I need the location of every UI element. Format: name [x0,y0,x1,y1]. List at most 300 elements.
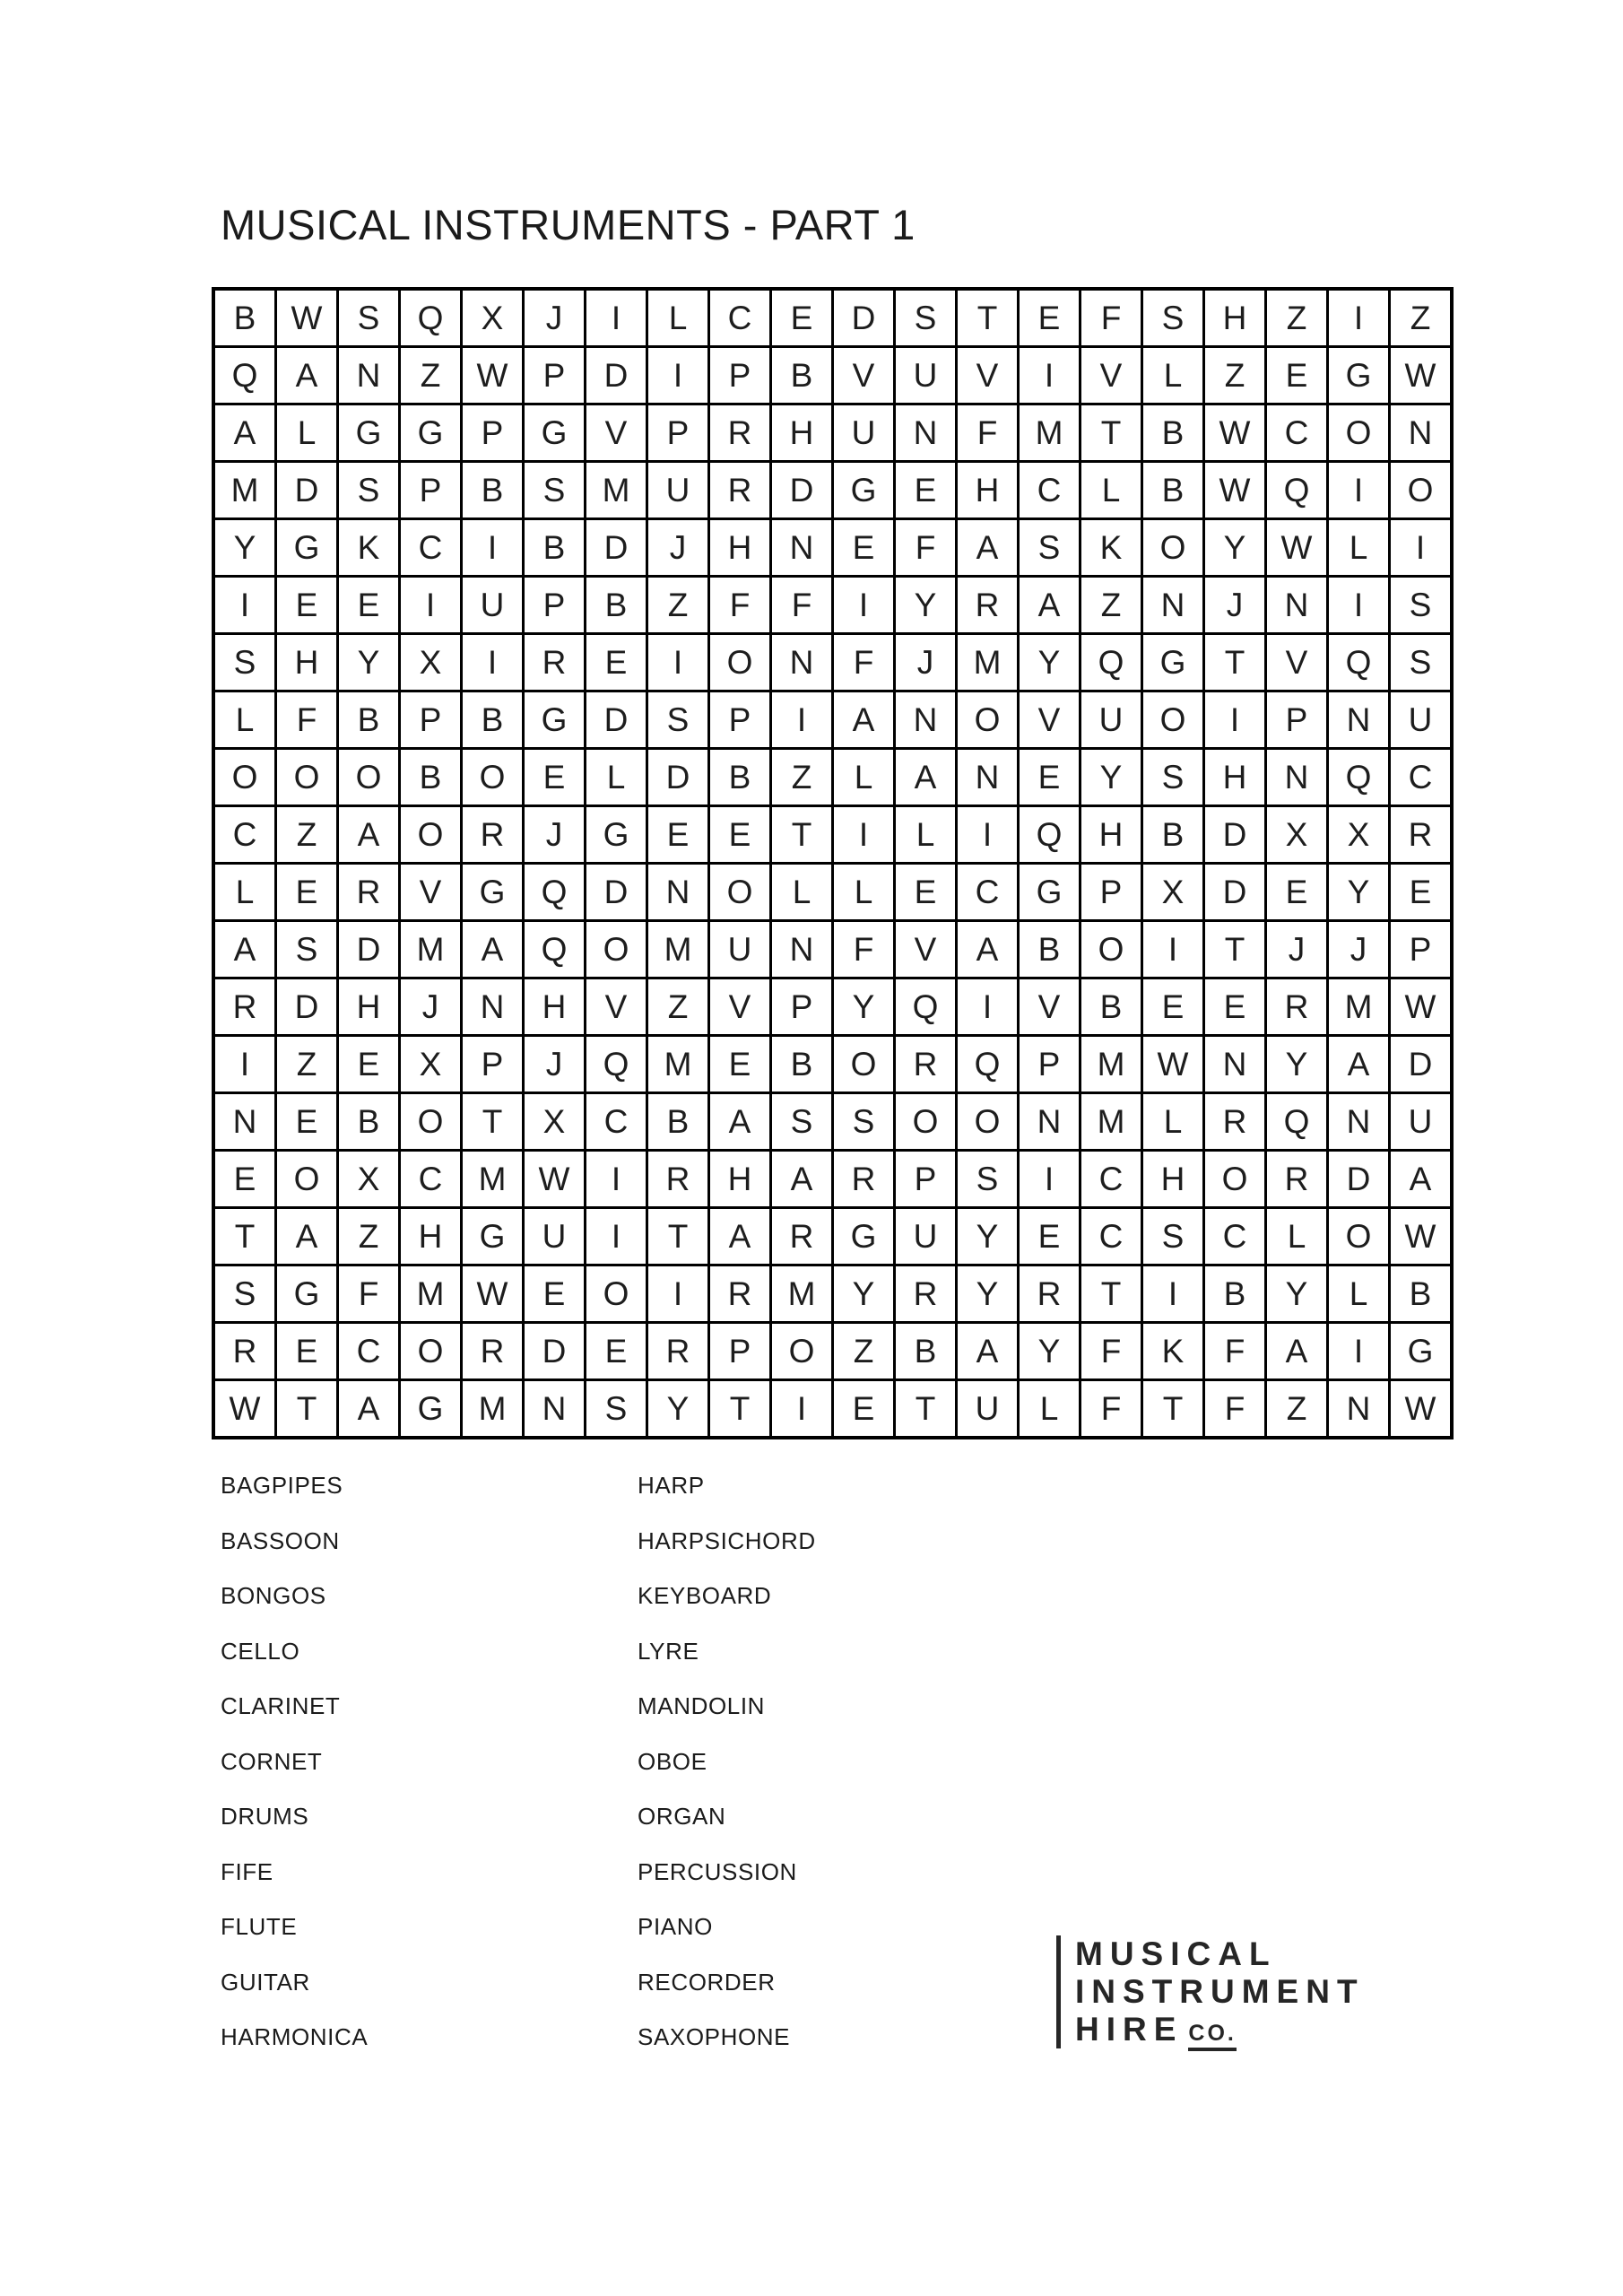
grid-cell: P [1081,864,1142,921]
grid-row [213,1151,1452,1208]
grid-cell: R [462,1323,524,1380]
grid-row [213,1323,1452,1380]
grid-cell: I [771,1380,833,1439]
grid-cell: P [709,691,771,749]
grid-cell: E [709,1036,771,1093]
grid-cell: A [709,1093,771,1151]
grid-cell: E [586,634,647,691]
grid-cell: V [957,347,1019,404]
grid-cell: Z [338,1208,400,1265]
grid-cell: N [1204,1036,1266,1093]
word-list-right [638,1472,816,2079]
grid-cell: I [1019,347,1081,404]
grid-cell: O [1390,462,1453,519]
grid-cell: A [338,1380,400,1439]
grid-cell: B [1142,462,1204,519]
grid-cell: X [400,1036,462,1093]
grid-cell: S [1390,634,1453,691]
grid-cell: G [1142,634,1204,691]
grid-cell: R [895,1265,957,1323]
grid-cell: N [771,634,833,691]
grid-row [213,289,1452,347]
grid-cell: N [957,749,1019,806]
grid-cell: O [895,1093,957,1151]
grid-cell: V [586,978,647,1036]
grid-cell: B [1390,1265,1453,1323]
grid-cell: B [213,289,276,347]
grid-cell: Q [1019,806,1081,864]
grid-cell: Q [957,1036,1019,1093]
grid-cell: B [462,462,524,519]
grid-cell: I [213,577,276,634]
grid-cell: Z [1390,289,1453,347]
word-list-item: LYRE [638,1637,699,1665]
grid-cell: U [957,1380,1019,1439]
grid-cell: D [276,462,338,519]
grid-cell: A [833,691,895,749]
grid-cell: B [338,1093,400,1151]
word-list-item: CORNET [221,1747,323,1775]
grid-cell: R [957,577,1019,634]
grid-cell: O [1328,1208,1390,1265]
grid-cell: O [709,864,771,921]
page-title: MUSICAL INSTRUMENTS - PART 1 [221,201,916,249]
grid-cell: S [895,289,957,347]
grid-cell: G [1328,347,1390,404]
grid-cell: R [647,1323,709,1380]
logo-line-1: MUSICAL [1075,1935,1277,1972]
grid-cell: Z [276,806,338,864]
grid-cell: O [709,634,771,691]
grid-cell: X [1266,806,1328,864]
grid-cell: Y [833,978,895,1036]
grid-cell: I [833,577,895,634]
grid-cell: E [276,1323,338,1380]
grid-cell: L [276,404,338,462]
grid-cell: J [1328,921,1390,978]
grid-cell: P [709,1323,771,1380]
grid-cell: P [400,462,462,519]
grid-cell: E [586,1323,647,1380]
grid-cell: E [771,289,833,347]
grid-cell: U [524,1208,586,1265]
grid-cell: W [1266,519,1328,577]
grid-cell: L [1081,462,1142,519]
grid-cell: R [709,1265,771,1323]
grid-cell: L [833,749,895,806]
grid-cell: Y [338,634,400,691]
grid-cell: L [1328,519,1390,577]
grid-cell: L [1019,1380,1081,1439]
grid-cell: L [1142,347,1204,404]
grid-cell: Q [524,864,586,921]
grid-cell: P [647,404,709,462]
grid-cell: V [709,978,771,1036]
grid-cell: D [833,289,895,347]
grid-cell: O [213,749,276,806]
grid-body [213,289,1452,1438]
word-list-item: PERCUSSION [638,1857,797,1885]
word-list-item: HARP [638,1472,705,1499]
grid-cell: N [1390,404,1453,462]
grid-cell: A [276,1208,338,1265]
grid-cell: S [771,1093,833,1151]
grid-cell: W [462,347,524,404]
grid-cell: A [1266,1323,1328,1380]
grid-cell: P [400,691,462,749]
word-list-item: CLARINET [221,1692,341,1719]
grid-cell: E [524,1265,586,1323]
grid-cell: Z [647,978,709,1036]
grid-cell: D [524,1323,586,1380]
grid-cell: T [276,1380,338,1439]
grid-cell: W [1204,462,1266,519]
grid-cell: F [833,921,895,978]
grid-cell: A [895,749,957,806]
logo-vertical-bar [1056,1935,1061,2048]
grid-cell: A [1019,577,1081,634]
grid-cell: I [1204,691,1266,749]
grid-cell: I [586,1208,647,1265]
grid-cell: E [1204,978,1266,1036]
grid-cell: F [833,634,895,691]
grid-cell: F [338,1265,400,1323]
grid-cell: D [586,864,647,921]
grid-cell: R [1266,1151,1328,1208]
grid-cell: L [647,289,709,347]
logo-line-3 [1075,2011,1365,2051]
grid-cell: R [213,1323,276,1380]
grid-cell: W [276,289,338,347]
grid-cell: X [524,1093,586,1151]
grid-row [213,1265,1452,1323]
grid-cell: D [1204,864,1266,921]
grid-cell: X [462,289,524,347]
grid-row [213,978,1452,1036]
grid-cell: E [1142,978,1204,1036]
grid-cell: I [1142,921,1204,978]
grid-cell: G [462,1208,524,1265]
grid-cell: A [1328,1036,1390,1093]
grid-cell: E [524,749,586,806]
grid-cell: W [213,1380,276,1439]
grid-cell: U [462,577,524,634]
grid-cell: N [771,921,833,978]
grid-cell: E [338,577,400,634]
grid-cell: E [1266,347,1328,404]
grid-cell: J [400,978,462,1036]
grid-cell: N [895,404,957,462]
grid-cell: I [400,577,462,634]
grid-cell: I [647,347,709,404]
grid-cell: B [462,691,524,749]
word-list-item: FLUTE [221,1913,298,1940]
grid-cell: S [957,1151,1019,1208]
word-list-item: BAGPIPES [221,1472,343,1499]
grid-cell: L [1266,1208,1328,1265]
grid-row [213,691,1452,749]
grid-cell: M [213,462,276,519]
grid-cell: M [647,1036,709,1093]
grid-cell: M [1019,404,1081,462]
grid-cell: Q [213,347,276,404]
grid-cell: S [213,634,276,691]
grid-cell: P [524,347,586,404]
grid-cell: I [1328,462,1390,519]
grid-cell: P [895,1151,957,1208]
grid-cell: D [647,749,709,806]
grid-cell: Y [895,577,957,634]
grid-cell: N [1328,1380,1390,1439]
grid-cell: H [338,978,400,1036]
grid-cell: O [1081,921,1142,978]
grid-cell: O [276,1151,338,1208]
grid-cell: Q [1266,462,1328,519]
grid-cell: V [833,347,895,404]
grid-cell: N [647,864,709,921]
grid-cell: O [462,749,524,806]
grid-cell: M [771,1265,833,1323]
grid-cell: S [524,462,586,519]
grid-cell: A [957,1323,1019,1380]
grid-cell: Y [213,519,276,577]
grid-cell: U [833,404,895,462]
grid-cell: I [213,1036,276,1093]
grid-cell: O [1142,691,1204,749]
grid-cell: B [1081,978,1142,1036]
word-list-item: OBOE [638,1747,707,1775]
grid-row [213,1380,1452,1439]
grid-cell: Y [1019,1323,1081,1380]
grid-cell: T [709,1380,771,1439]
grid-cell: S [338,289,400,347]
grid-cell: G [833,462,895,519]
grid-cell: C [213,806,276,864]
grid-cell: H [957,462,1019,519]
grid-cell: A [771,1151,833,1208]
grid-cell: M [957,634,1019,691]
grid-cell: O [400,1093,462,1151]
grid-cell: E [276,864,338,921]
grid-cell: P [1019,1036,1081,1093]
grid-cell: C [338,1323,400,1380]
grid-cell: C [1081,1208,1142,1265]
grid-row [213,577,1452,634]
grid-cell: T [1142,1380,1204,1439]
grid-cell: G [276,519,338,577]
grid-cell: A [213,921,276,978]
grid-cell: Q [1266,1093,1328,1151]
grid-cell: P [462,404,524,462]
grid-cell: I [1328,1323,1390,1380]
word-list-item: PIANO [638,1913,713,1940]
grid-row [213,404,1452,462]
grid-cell: H [1204,749,1266,806]
grid-cell: Z [400,347,462,404]
grid-cell: Y [1328,864,1390,921]
grid-cell: Z [1266,289,1328,347]
grid-cell: O [1204,1151,1266,1208]
grid-cell: R [1390,806,1453,864]
grid-cell: Z [647,577,709,634]
grid-cell: G [338,404,400,462]
grid-cell: H [400,1208,462,1265]
grid-cell: D [276,978,338,1036]
grid-cell: G [833,1208,895,1265]
grid-cell: Y [1266,1036,1328,1093]
grid-cell: N [1019,1093,1081,1151]
grid-cell: K [1081,519,1142,577]
grid-cell: B [524,519,586,577]
grid-cell: O [1328,404,1390,462]
grid-cell: R [338,864,400,921]
grid-cell: C [1204,1208,1266,1265]
grid-cell: Y [957,1208,1019,1265]
word-list-item: ORGAN [638,1803,726,1830]
grid-cell: R [1019,1265,1081,1323]
grid-cell: B [709,749,771,806]
grid-cell: S [1142,289,1204,347]
grid-cell: M [586,462,647,519]
grid-cell: P [771,978,833,1036]
grid-cell: H [1081,806,1142,864]
grid-cell: M [400,1265,462,1323]
grid-cell: U [1081,691,1142,749]
grid-cell: J [524,806,586,864]
word-list-item: KEYBOARD [638,1582,772,1609]
grid-cell: S [1390,577,1453,634]
grid-cell: Y [1266,1265,1328,1323]
grid-cell: C [1390,749,1453,806]
grid-cell: D [586,347,647,404]
grid-cell: O [586,1265,647,1323]
grid-cell: M [1081,1093,1142,1151]
grid-cell: I [586,289,647,347]
grid-cell: S [833,1093,895,1151]
grid-cell: Y [1204,519,1266,577]
grid-cell: C [1019,462,1081,519]
grid-cell: G [586,806,647,864]
grid-cell: R [833,1151,895,1208]
grid-cell: T [1204,634,1266,691]
grid-cell: W [462,1265,524,1323]
grid-cell: L [213,691,276,749]
grid-cell: U [895,347,957,404]
grid-cell: Q [524,921,586,978]
grid-cell: Y [1081,749,1142,806]
grid-cell: O [400,1323,462,1380]
grid-cell: P [462,1036,524,1093]
grid-cell: M [462,1380,524,1439]
grid-cell: C [957,864,1019,921]
grid-cell: A [957,921,1019,978]
grid-cell: I [1019,1151,1081,1208]
grid-cell: I [462,634,524,691]
grid-row [213,1093,1452,1151]
grid-cell: E [1019,1208,1081,1265]
word-list-left [221,1472,368,2079]
grid-cell: O [1142,519,1204,577]
grid-cell: S [586,1380,647,1439]
grid-cell: X [1142,864,1204,921]
grid-cell: K [1142,1323,1204,1380]
grid-cell: F [276,691,338,749]
grid-cell: O [833,1036,895,1093]
grid-cell: I [1390,519,1453,577]
grid-cell: P [524,577,586,634]
grid-cell: T [462,1093,524,1151]
grid-cell: D [1390,1036,1453,1093]
grid-cell: H [1204,289,1266,347]
grid-cell: I [1328,289,1390,347]
grid-cell: R [1204,1093,1266,1151]
grid-cell: I [957,806,1019,864]
grid-cell: R [524,634,586,691]
grid-cell: S [276,921,338,978]
grid-cell: R [462,806,524,864]
grid-cell: W [1390,978,1453,1036]
grid-cell: V [1019,691,1081,749]
grid-cell: A [709,1208,771,1265]
grid-cell: T [213,1208,276,1265]
word-list-item: DRUMS [221,1803,309,1830]
grid-cell: N [213,1093,276,1151]
grid-cell: Z [1081,577,1142,634]
grid-cell: Z [276,1036,338,1093]
grid-cell: I [771,691,833,749]
grid-cell: M [1328,978,1390,1036]
grid-cell: F [1081,289,1142,347]
grid-cell: I [586,1151,647,1208]
grid-cell: B [771,347,833,404]
grid-cell: V [586,404,647,462]
grid-cell: S [1142,1208,1204,1265]
grid-cell: O [586,921,647,978]
grid-cell: S [338,462,400,519]
grid-cell: N [895,691,957,749]
grid-cell: E [1019,289,1081,347]
word-list-item: RECORDER [638,1968,776,1996]
grid-cell: I [833,806,895,864]
grid-cell: N [1266,577,1328,634]
grid-cell: G [400,1380,462,1439]
word-list-item: MANDOLIN [638,1692,766,1719]
grid-cell: N [462,978,524,1036]
grid-cell: I [957,978,1019,1036]
grid-cell: A [276,347,338,404]
grid-cell: B [1142,806,1204,864]
grid-cell: O [276,749,338,806]
grid-cell: Z [1204,347,1266,404]
grid-cell: T [1081,404,1142,462]
word-list-item: HARMONICA [221,2023,369,2050]
grid-cell: E [213,1151,276,1208]
grid-cell: Q [400,289,462,347]
grid-cell: F [1204,1380,1266,1439]
grid-row [213,519,1452,577]
grid-cell: V [1266,634,1328,691]
grid-cell: J [647,519,709,577]
grid-cell: C [586,1093,647,1151]
word-list-item: FIFE [221,1857,273,1885]
grid-cell: B [400,749,462,806]
grid-cell: R [895,1036,957,1093]
grid-cell: E [1390,864,1453,921]
grid-cell: Q [586,1036,647,1093]
grid-cell: G [276,1265,338,1323]
grid-cell: F [957,404,1019,462]
grid-cell: V [1081,347,1142,404]
